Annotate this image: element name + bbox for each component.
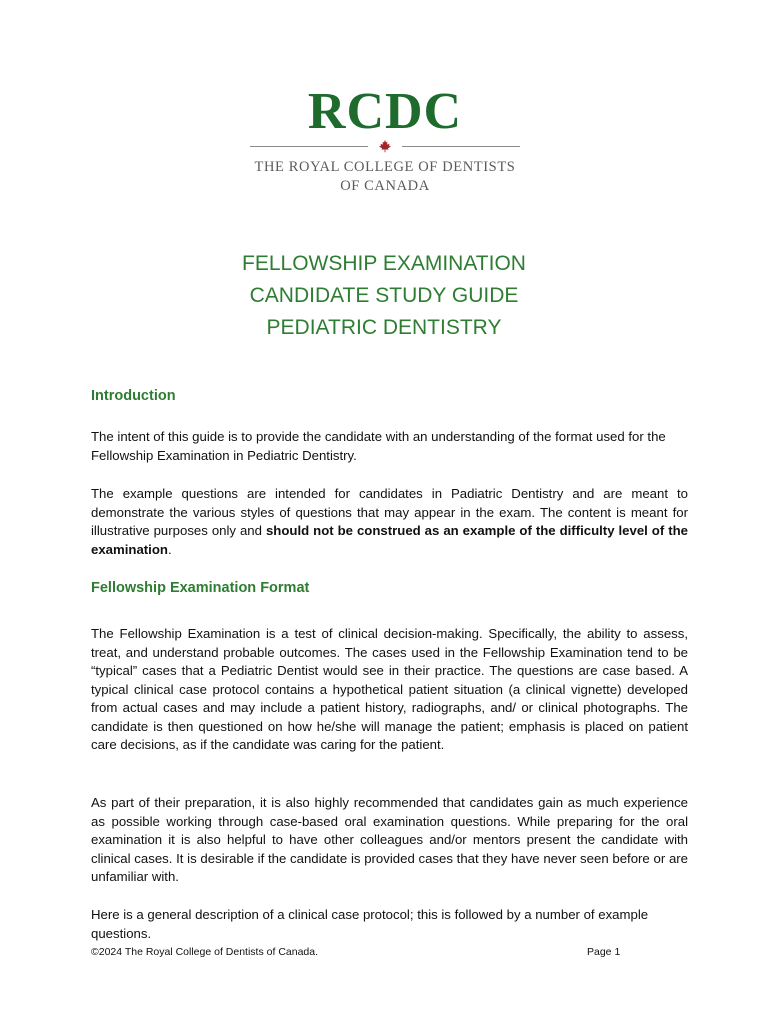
logo-name-line1: THE ROYAL COLLEGE OF DENTISTS: [254, 159, 516, 175]
logo-org-name: [230, 158, 540, 196]
format-heading: Fellowship Examination Format: [91, 580, 310, 596]
title-line-2: CANDIDATE STUDY GUIDE: [249, 284, 519, 307]
introduction-paragraph-2: The example questions are intended for candidates in Padiatric Dentistry and are meant to demonstrate the various styles of questions that may appear in the exam. The content is meant for illustrative purposes only and should not be construed as an example of the difficulty level of the examination.: [91, 486, 688, 557]
introduction-paragraph-1: The intent of this guide is to provide the candidate with an understanding of the format used for the Fellowship Examination in Pediatric Dentistry.: [91, 429, 666, 463]
document-title: [0, 248, 768, 344]
logo-divider: [250, 140, 520, 154]
footer-copyright: ©2024 The Royal College of Dentists of Canada.: [91, 946, 319, 958]
difficulty-disclaimer: should not be construed as an example of the difficulty level of the examination: [91, 523, 688, 557]
rcdc-logo: [230, 80, 540, 205]
format-paragraph-3: Here is a general description of a clinical case protocol; this is followed by a number of example questions.: [91, 907, 649, 941]
logo-wordmark: RCDC: [307, 83, 463, 140]
format-paragraph-2: As part of their preparation, it is also highly recommended that candidates gain as much experience as possible working through case-based oral examination questions. While preparing for the oral examination it is also helpful to have other colleagues and/or mentors present the candidate with clinical cases. It is desirable if the candidate is provided cases that they have never seen before or are unfamiliar with.: [91, 795, 688, 884]
title-line-1: FELLOWSHIP EXAMINATION: [242, 252, 526, 275]
title-line-3: PEDIATRIC DENTISTRY: [266, 316, 502, 339]
footer-page-number: Page 1: [587, 946, 621, 958]
logo-name-line2: OF CANADA: [340, 178, 430, 194]
maple-leaf-icon: [378, 139, 392, 153]
introduction-heading: Introduction: [91, 388, 176, 404]
format-paragraph-1: The Fellowship Examination is a test of clinical decision-making. Specifically, the ability to assess, treat, and understand probable outcomes. The cases used in the Fellowship Examination tend to be “typical” cases that a Pediatric Dentist would see in their practice. The questions are case based. A typical clinical case protocol contains a hypothetical patient situation (a clinical vignette) developed from actual cases and may include a patient history, radiographs, and/ or clinical photographs. The candidate is then questioned on how he/she will manage the patient; emphasis is placed on patient care decisions, as if the candidate was caring for the patient.: [91, 626, 688, 752]
